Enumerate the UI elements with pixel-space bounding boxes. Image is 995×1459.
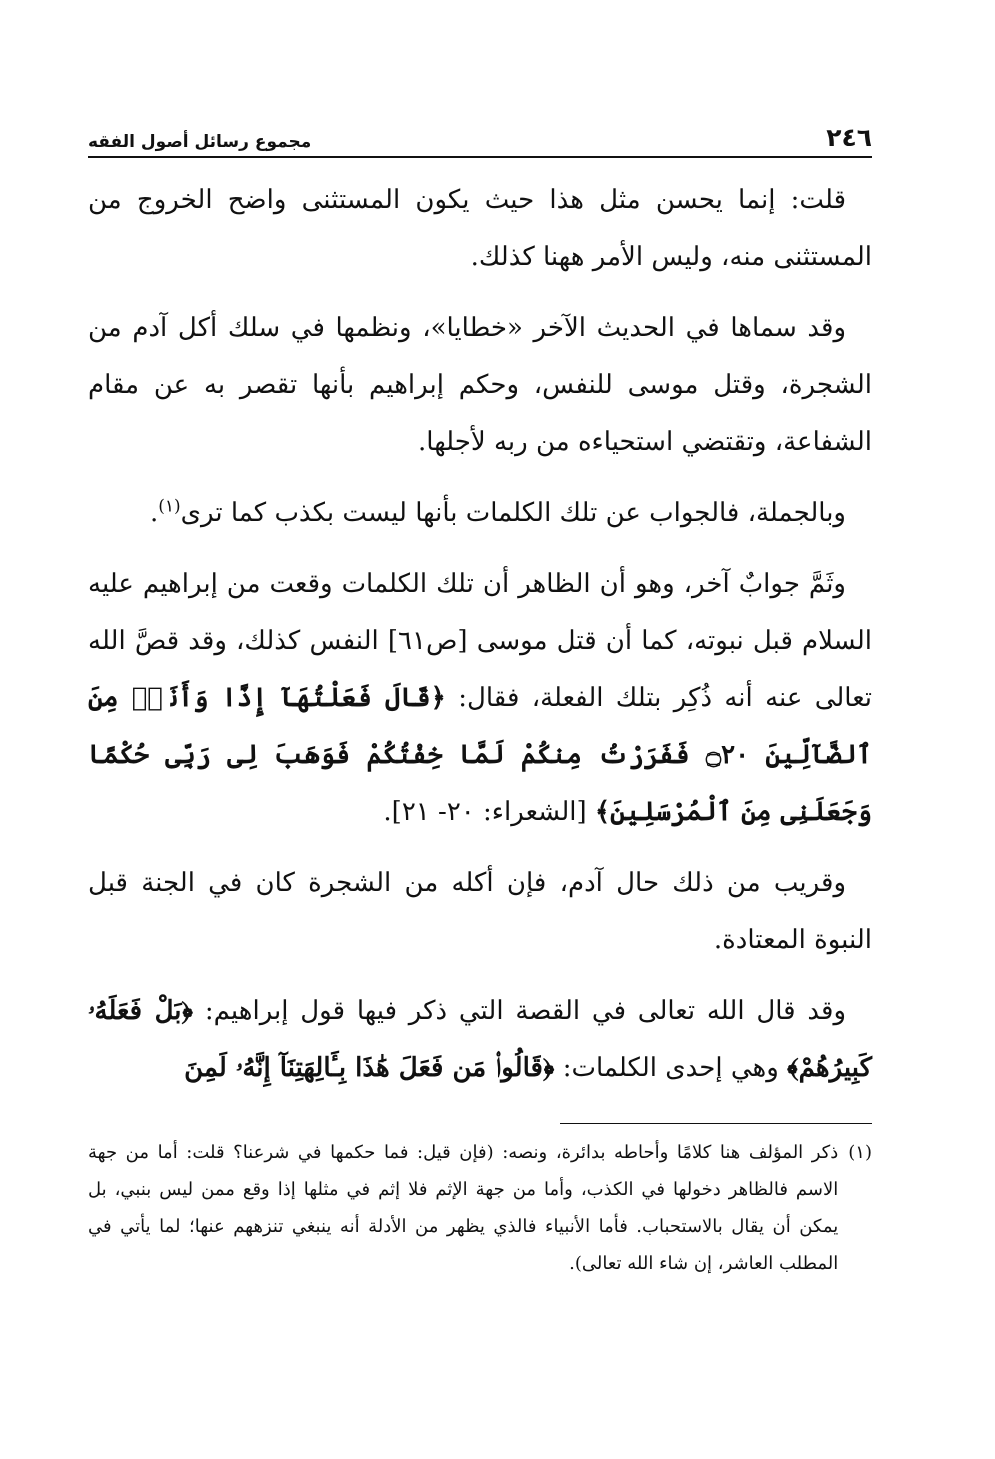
quran-verse: ﴿بَلْ فَعَلَهُۥ كَبِيرُهُمْ﴾ (88, 996, 872, 1083)
paragraph-3 (88, 485, 872, 542)
paragraph-text: وبالجملة، فالجواب عن تلك الكلمات بأنها ليست بكذب كما ترى (180, 498, 846, 528)
paragraph-5 (88, 855, 872, 969)
paragraph-6 (88, 983, 872, 1097)
footnote-reference[interactable]: (١) (158, 496, 181, 517)
paragraph-4 (88, 556, 872, 841)
quran-verse-continued: ﴿قَالُوا۟ مَن فَعَلَ هَٰذَا بِـَٔالِهَتِنَآ إِنَّهُۥ لَمِنَ (184, 1053, 555, 1083)
footnote-separator (560, 1123, 872, 1124)
page-header (88, 118, 872, 152)
page-number: ٢٤٦ (826, 123, 872, 152)
book-page (88, 118, 872, 1282)
footnote-text: ذكر المؤلف هنا كلامًا وأحاطه بدائرة، ونصه: (فإن قيل: فما حكمها في شرعنا؟ قلت: أما من جهة الاسم فالظاهر دخولها في الكذب، وأما من جهة الإثم فلا إثم في مثلها إذا وقع ممن ليس بنبي، بل يمكن أن يقال بالاستحباب. فأما الأنبياء فالذي يظهر من الأدلة أنه ينبغي تنزههم عنها؛ لما يأتي في المطلب العاشر، إن شاء الله تعالى). (88, 1142, 839, 1274)
paragraph-text-end: . (149, 498, 159, 528)
verse-citation: [الشعراء: ٢٠- ٢١]. (383, 797, 587, 827)
header-rule (88, 156, 872, 158)
paragraph-text-after: وهي إحدى الكلمات: (562, 1053, 779, 1083)
main-text (88, 172, 872, 1097)
paragraph-text: وقد قال الله تعالى في القصة التي ذكر فيها قول إبراهيم: (204, 996, 847, 1026)
footnote (88, 1134, 872, 1282)
footnote-marker: (١) (848, 1142, 872, 1163)
paragraph-text: وقريب من ذلك حال آدم، فإن أكله من الشجرة كان في الجنة قبل النبوة المعتادة. (88, 868, 872, 955)
paragraph-text: وقد سماها في الحديث الآخر «خطايا»، ونظمها في سلك أكل آدم من الشجرة، وقتل موسى للنفس، وحكم إبراهيم بأنها تقصر به عن مقام الشفاعة، وتقتضي استحياءه من ربه لأجلها. (88, 313, 872, 457)
running-title: مجموع رسائل أصول الفقه (88, 132, 312, 152)
paragraph-2 (88, 300, 872, 471)
paragraph-text: قلت: إنما يحسن مثل هذا حيث يكون المستثنى واضح الخروج من المستثنى منه، وليس الأمر ههنا كذلك. (88, 185, 872, 272)
quran-verse: ﴿قَالَ فَعَلْتُهَآ إِذًا وَأَنَا۠ مِنَ ٱلضَّآلِّينَ ۝٢٠ فَفَرَرْتُ مِنكُمْ لَمَّا خِفْتُكُمْ فَوَهَبَ لِى رَبِّى حُكْمًا وَجَعَلَنِى مِنَ ٱلْمُرْسَلِينَ﴾ (88, 683, 872, 827)
paragraph-1 (88, 172, 872, 286)
paragraph-text: وثَمَّ جوابٌ آخر، وهو أن الظاهر أن تلك الكلمات وقعت من إبراهيم عليه السلام قبل نبوته، كما أن قتل موسى [ص٦١] النفس كذلك، وقد قصَّ الله تعالى عنه أنه ذُكِر بتلك الفعلة، فقال: (88, 569, 873, 713)
